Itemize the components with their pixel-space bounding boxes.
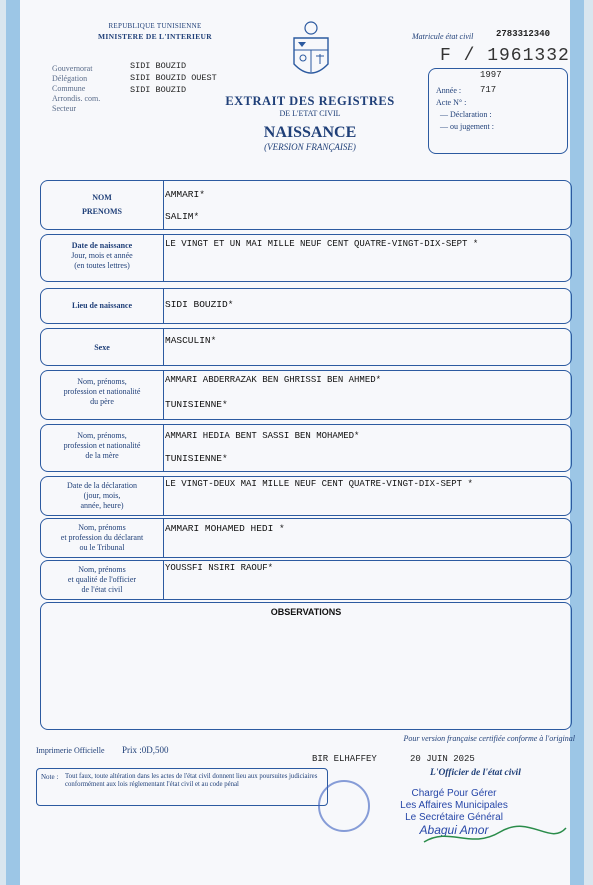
place-value: BIR ELHAFFEY (312, 754, 377, 764)
imprimerie-label: Imprimerie Officielle (36, 746, 105, 755)
declarant-label (47, 523, 157, 553)
row-divider (163, 181, 164, 229)
row-divider (163, 289, 164, 323)
title-version: (VERSION FRANÇAISE) (264, 142, 356, 152)
note-label: Note : (41, 773, 59, 781)
pere-label-3: du père (90, 397, 114, 406)
date-naissance-value: LE VINGT ET UN MAI MILLE NEUF CENT QUATRE-VINGT-DIX-SEPT * (165, 239, 479, 249)
secteur-label: Secteur (52, 104, 76, 113)
mere-label-2: profession et nationalité (63, 441, 141, 450)
prix-label: Prix :0D,500 (122, 745, 169, 755)
certification-text: Pour version française certifiée conforme à l'original (403, 734, 575, 743)
commune-value: SIDI BOUZID (130, 85, 187, 95)
signature-line-3: Le Secrétaire Général (405, 812, 503, 823)
arrondissement-label: Arrondis. com. (52, 94, 101, 103)
officier-value: YOUSSFI NSIRI RAOUF* (165, 563, 274, 573)
prenoms-label: PRENOMS (82, 207, 122, 216)
annee-value: 717 (480, 85, 497, 95)
row-divider (163, 561, 164, 599)
row-pere (40, 370, 572, 420)
date-value: 20 JUIN 2025 (410, 754, 475, 764)
mere-label-3: de la mère (85, 451, 119, 460)
signature-line-2: Les Affaires Municipales (400, 800, 508, 811)
acte-number-label: Acte N° : (436, 98, 467, 107)
mere-label (47, 431, 157, 461)
note-text: Tout faux, toute altération dans les actes de l'état civil donnent lieu aux poursuites judiciaires conformément aux lois réglementant l'état civil et au code pénal (65, 773, 318, 788)
sexe-value: MASCULIN* (165, 335, 217, 346)
mere-label-1: Nom, prénoms, (77, 431, 127, 440)
acte-year-top: 1997 (480, 70, 502, 80)
gouvernorat-value: SIDI BOUZID (130, 61, 187, 71)
declaration-date-label-1: Date de la déclaration (67, 481, 137, 490)
row-divider (163, 425, 164, 471)
delegation-value: SIDI BOUZID OUEST (130, 73, 217, 83)
row-date-naissance (40, 234, 572, 282)
lieu-naissance-value: SIDI BOUZID* (165, 299, 234, 310)
admin-values (130, 60, 217, 96)
row-divider (163, 235, 164, 281)
row-lieu-naissance (40, 288, 572, 324)
row-officier (40, 560, 572, 600)
registration-number: F / 1961332 (440, 46, 570, 66)
row-date-declaration (40, 476, 572, 516)
title-line-1: EXTRAIT DES REGISTRES (225, 94, 395, 108)
pere-label-2: profession et nationalité (63, 387, 141, 396)
pere-label-1: Nom, prénoms, (77, 377, 127, 386)
commune-label: Commune (52, 84, 86, 93)
signature-name: Abagui Amor (419, 823, 489, 837)
row-divider (163, 371, 164, 419)
declaration-date-label (47, 481, 157, 511)
mere-value-1: AMMARI HEDIA BENT SASSI BEN MOHAMED* (165, 431, 360, 441)
declaration-date-label-3: année, heure) (80, 501, 124, 510)
mere-value-2: TUNISIENNE* (165, 453, 228, 464)
ministry-label: MINISTERE DE L'INTERIEUR (98, 32, 212, 41)
officier-label-3: de l'état civil (81, 585, 123, 594)
delegation-label: Délégation (52, 74, 88, 83)
date-naissance-label-2: Jour, mois et année (71, 251, 133, 260)
observations-box (40, 602, 572, 730)
officier-title: L'Officier de l'état civil (430, 768, 521, 778)
pere-value-2: TUNISIENNE* (165, 399, 228, 410)
pere-label (47, 377, 157, 407)
pere-value-1: AMMARI ABDERRAZAK BEN GHRISSI BEN AHMED* (165, 375, 382, 385)
document-title (190, 94, 430, 152)
gouvernorat-label: Gouvernorat (52, 64, 93, 73)
declarant-label-1: Nom, prénoms (78, 523, 126, 532)
republic-label: REPUBLIQUE TUNISIENNE (108, 22, 202, 30)
prenoms-value: SALIM* (165, 211, 200, 222)
declaration-date-label-2: (jour, mois, (83, 491, 121, 500)
declarant-label-2: et profession du déclarant (60, 533, 144, 542)
jugement-label: — ou jugement : (440, 122, 494, 131)
lieu-naissance-label: Lieu de naissance (71, 301, 132, 310)
officier-label-2: et qualité de l'officier (67, 575, 137, 584)
note-box (36, 768, 328, 806)
date-naissance-label-1: Date de naissance (71, 241, 133, 250)
observations-label: OBSERVATIONS (270, 607, 342, 617)
signature-scribble-icon (420, 822, 570, 852)
date-naissance-label (47, 241, 157, 271)
row-divider (163, 329, 164, 365)
signature-line-1: Chargé Pour Gérer (411, 788, 497, 799)
declaration-label: — Déclaration : (440, 110, 492, 119)
declaration-date-value: LE VINGT-DEUX MAI MILLE NEUF CENT QUATRE-VINGT-DIX-SEPT * (165, 479, 473, 489)
title-naissance: NAISSANCE (263, 124, 357, 141)
nom-label: NOM (92, 193, 112, 202)
row-sexe (40, 328, 572, 366)
coat-of-arms-icon (288, 20, 334, 86)
declarant-value: AMMARI MOHAMED HEDI * (165, 523, 285, 534)
nom-value: AMMARI* (165, 189, 205, 200)
matricule-label: Matricule état civil (412, 32, 474, 41)
matricule-value: 2783312340 (496, 29, 551, 39)
row-divider (163, 519, 164, 557)
row-nom-prenoms (40, 180, 572, 230)
officier-label (47, 565, 157, 595)
sexe-label: Sexe (94, 343, 110, 352)
row-declarant (40, 518, 572, 558)
officier-label-1: Nom, prénoms (78, 565, 126, 574)
declarant-label-3: ou le Tribunal (79, 543, 125, 552)
date-naissance-label-3: (en toutes lettres) (74, 261, 130, 270)
row-divider (163, 477, 164, 515)
annee-label: Année : (436, 86, 462, 95)
admin-labels (52, 64, 100, 114)
row-mere (40, 424, 572, 472)
title-line-2: DE L'ETAT CIVIL (279, 109, 341, 118)
